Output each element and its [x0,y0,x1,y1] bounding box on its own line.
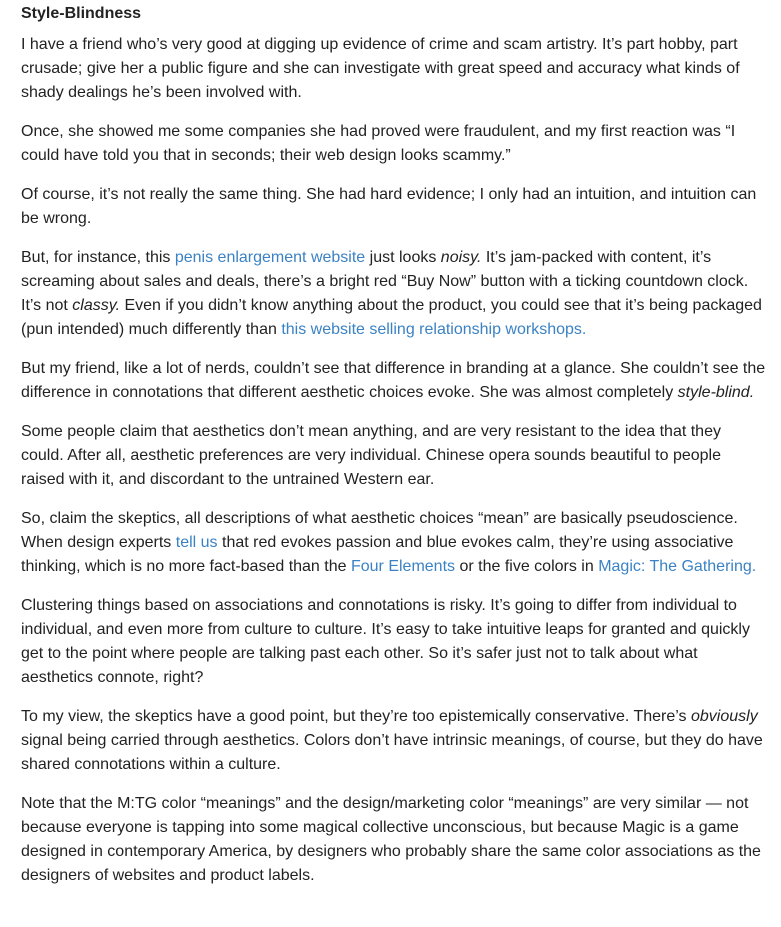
text-span: just looks [365,249,441,266]
text-span: It’s jam-packed with content, it’s screaming about sales and deals, there’s a bright red “Buy Now” button with a ticking countdown clock. It’s not [21,249,749,314]
emphasis-classy: classy. [72,297,121,314]
text-span: But, for instance, this [21,249,175,266]
text-span: signal being carried through aesthetics. Colors don’t have intrinsic meanings, of course, but they do have shared connotations within a culture. [21,732,763,773]
paragraph-9 [21,705,767,777]
text-span: To my view, the skeptics have a good point, but they’re too epistemically conservative. There’s [21,708,691,725]
relationship-workshops-link[interactable]: this website selling relationship workshops. [281,321,587,338]
paragraph-3: Of course, it’s not really the same thing. She had hard evidence; I only had an intuition, and intuition can be wrong. [21,186,757,227]
emphasis-obviously: obviously [690,708,758,725]
four-elements-link[interactable]: Four Elements [350,558,456,575]
paragraph-1: I have a friend who’s very good at digging up evidence of crime and scam artistry. It’s part hobby, part crusade; give her a public figure and she can investigate with great speed and accuracy what kinds of shady dealings he’s been involved with. [21,36,740,101]
penis-enlargement-website-link[interactable]: penis enlargement website [174,249,366,266]
paragraph-2: Once, she showed me some companies she had proved were fraudulent, and my first reaction was “I could have told you that in seconds; their web design looks scammy.” [21,123,736,164]
text-span: So, claim the skeptics, all descriptions of what aesthetic choices “mean” are basically pseudoscience. When design experts [21,510,738,551]
text-span: that red evokes passion and blue evokes calm, they’re using associative thinking, which is no more fact-based than the [21,534,734,575]
paragraph-7 [21,507,767,579]
text-span: or the five colors in [455,558,599,575]
tell-us-link[interactable]: tell us [175,534,218,551]
article-title: Style-Blindness [21,5,142,22]
paragraph-8: Clustering things based on associations and connotations is risky. It’s going to differ from individual to individual, and even more from culture to culture. It’s easy to take intuitive leaps for granted and quickly get to the point where people are talking past each other. So it’s safer just not to talk about what aesthetics connote, right? [21,597,750,686]
text-span: Even if you didn’t know anything about the product, you could see that it’s being packaged (pun intended) much differently than [21,297,762,338]
paragraph-5 [21,357,767,405]
paragraph-6: Some people claim that aesthetics don’t mean anything, and are very resistant to the idea that they could. After all, aesthetic preferences are very individual. Chinese opera sounds beautiful to people raised with it, and discordant to the untrained Western ear. [21,423,721,488]
emphasis-noisy: noisy. [440,249,482,266]
text-span: But my friend, like a lot of nerds, couldn’t see that difference in branding at a glance. She couldn’t see the difference in connotations that different aesthetic choices evoke. She was almost completely [21,360,766,401]
paragraph-10: Note that the M:TG color “meanings” and the design/marketing color “meanings” are very similar — not because everyone is tapping into some magical collective unconscious, but because Magic is a game designed in contemporary America, by designers who probably share the same color associations as the designers of websites and product labels. [21,795,761,884]
magic-the-gathering-link[interactable]: Magic: The Gathering. [598,558,757,575]
emphasis-style-blind: style-blind. [677,384,755,401]
paragraph-4 [21,246,767,342]
